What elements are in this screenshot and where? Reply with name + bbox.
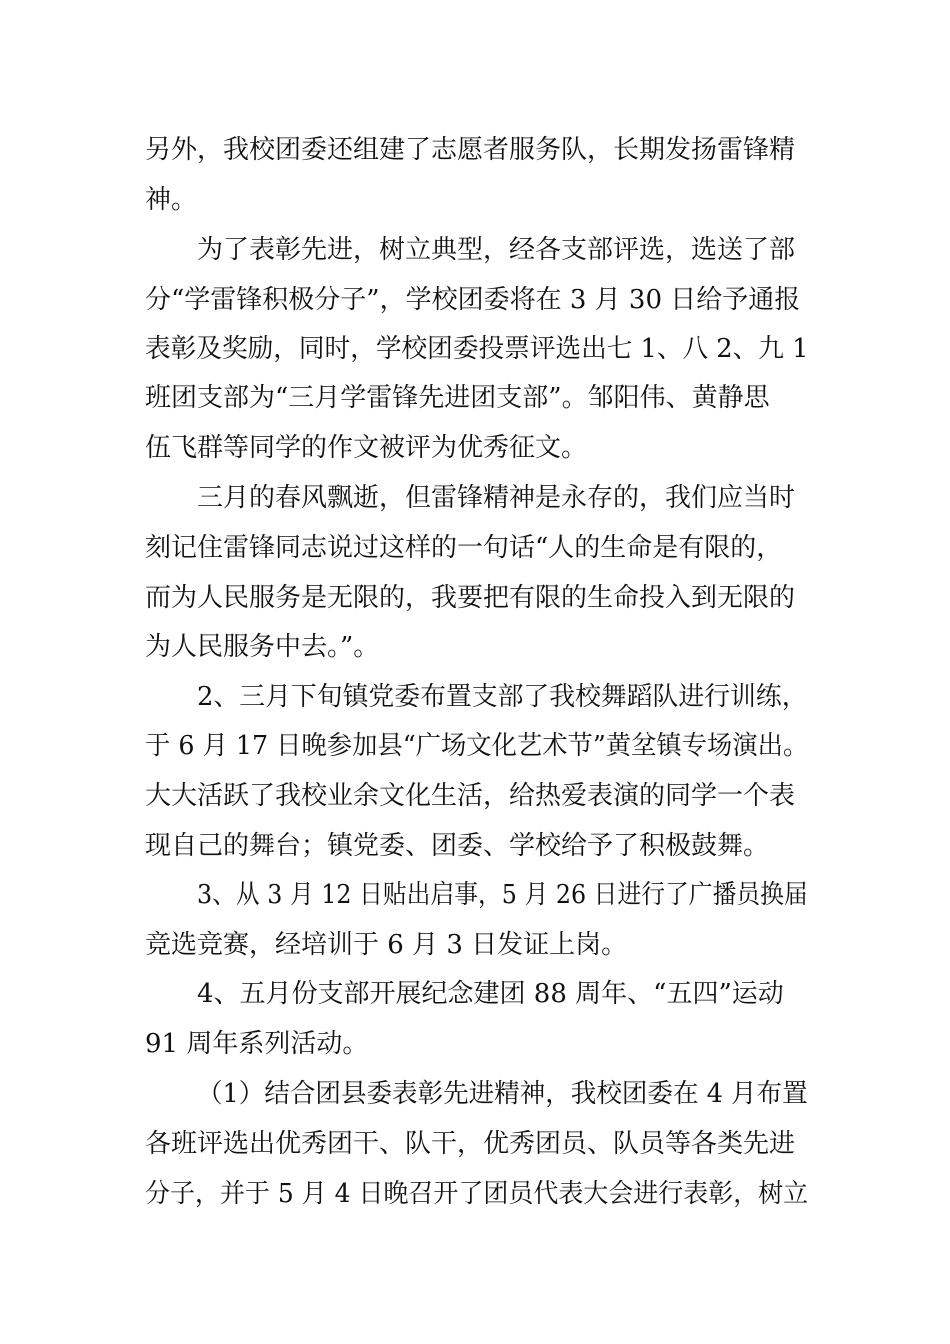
text-line: 伍飞群等同学的作文被评为优秀征文。 [145,433,588,463]
text-line: 分子，并于 5 月 4 日晚召开了团员代表大会进行表彰，树立 [145,1179,809,1209]
text-line: 大大活跃了我校业余文化生活，给热爱表演的同学一个表 [145,781,796,811]
text-line: 神。 [145,185,198,215]
text-line: 竞选竞赛，经培训于 6 月 3 日发证上岗。 [145,930,628,960]
text-line: 现自己的舞台；镇党委、团委、学校给予了积极鼓舞。 [145,831,770,861]
text-line: 于 6 月 17 日晚参加县“广场文化艺术节”黄坌镇专场演出。 [145,731,809,761]
text-line: 为了表彰先进，树立典型，经各支部评选，选送了部 [197,235,796,265]
text-line: （1）结合团县委表彰先进精神，我校团委在 4 月布置 [197,1079,808,1109]
text-line: 3、从 3 月 12 日贴出启事，5 月 26 日进行了广播员换届 [197,880,808,910]
text-line: 班团支部为“三月学雷锋先进团支部”。邹阳伟、黄静思 [145,383,770,413]
text-line: 另外，我校团委还组建了志愿者服务队，长期发扬雷锋精 [145,135,796,165]
text-line: 分“学雷锋积极分子”，学校团委将在 3 月 30 日给予通报 [145,285,801,315]
text-line: 4、五月份支部开展纪念建团 88 周年、“五四”运动 [197,979,784,1009]
text-line: 为人民服务中去。”。 [145,632,380,662]
text-line: 三月的春风飘逝，但雷锋精神是永存的，我们应当时 [197,483,796,513]
text-line: 而为人民服务是无限的，我要把有限的生命投入到无限的 [145,583,796,613]
text-line: 各班评选出优秀团干、队干，优秀团员、队员等各类先进 [145,1129,796,1159]
text-line: 91 周年系列活动。 [145,1029,369,1059]
text-line: 2、三月下旬镇党委布置支部了我校舞蹈队进行训练， [197,682,808,712]
text-line: 刻记住雷锋同志说过这样的一句话“人的生命是有限的， [145,533,783,563]
text-line: 表彰及奖励，同时，学校团委投票评选出七 1、八 2、九 1 [145,334,809,364]
